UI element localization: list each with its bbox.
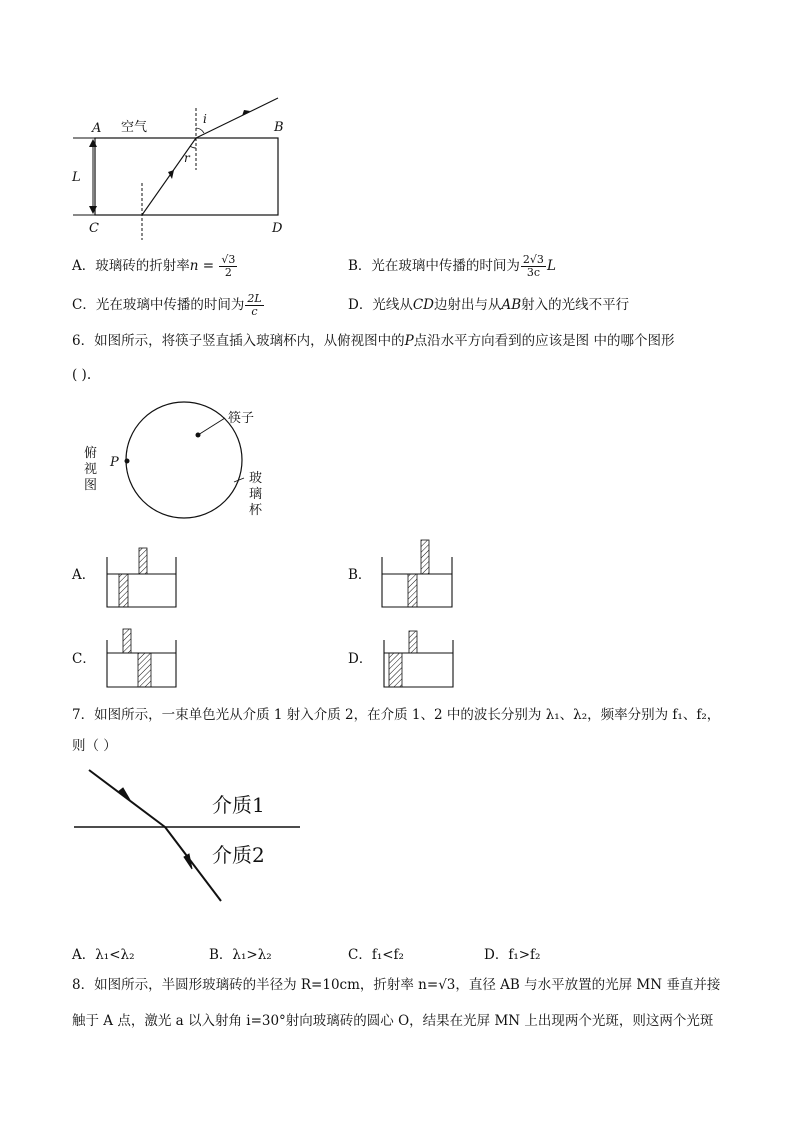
q6-option-b-label: B．	[348, 567, 372, 583]
label-B: B	[274, 120, 284, 135]
label-C: C	[89, 221, 99, 236]
top-view-char-1: 俯	[84, 446, 98, 461]
glass-char-3: 杯	[249, 503, 263, 518]
label-air: 空气	[121, 120, 148, 135]
label-i: i	[203, 112, 207, 126]
q6-option-c-label: C．	[72, 651, 96, 667]
top-view-char-2: 视	[84, 462, 98, 477]
label-r: r	[184, 151, 190, 165]
q5-option-d-ab: AB	[501, 297, 522, 313]
q5-option-d-text-2: 边射出与从	[433, 297, 502, 313]
medium2-label: 介质2	[212, 843, 265, 867]
top-view-char-3: 图	[84, 478, 98, 493]
q8-stem-line2: 触于 A 点，激光 a 以入射角 i=30°射向玻璃砖的圆心 O，结果在光屏 MN 上出现两个光斑，则这两个光斑	[72, 1013, 714, 1029]
q7-stem-line2: 则（ ）	[72, 738, 117, 754]
q5-option-d-text-3: 射入的光线不平行	[521, 297, 630, 313]
q5-option-a-var: n	[189, 258, 199, 274]
q8-stem-line1: 8．如图所示，半圆形玻璃砖的半径为 R=10cm，折射率 n=√3，直径 AB 与水平放置的光屏 MN 垂直并接	[72, 977, 721, 993]
label-L: L	[72, 170, 81, 185]
q5-option-b-text: B．光在玻璃中传播的时间为	[348, 258, 520, 274]
q5-option-b-var: L	[546, 258, 556, 274]
q5-option-c-text: C．光在玻璃中传播的时间为	[72, 297, 245, 313]
q5-option-d-text-1: D．光线从	[348, 297, 413, 313]
q5-option-b-fraction: $\frac{2√3}{3c}$	[522, 253, 544, 279]
glass-char-2: 璃	[249, 487, 263, 502]
q5-option-d-cd: CD	[412, 297, 434, 313]
q6-option-d-label: D．	[348, 651, 373, 667]
label-D: D	[272, 221, 283, 236]
chopstick-label: 筷子	[228, 411, 255, 426]
q6-stem-part2: 点沿水平方向看到的应该是图 中的哪个图形	[413, 333, 675, 349]
label-A: A	[92, 121, 102, 136]
q5-option-a-text: A．玻璃砖的折射率	[72, 258, 190, 274]
q7-option-d: D．f₁>f₂	[484, 947, 541, 963]
q7-option-c: C．f₁<f₂	[348, 947, 404, 963]
q5-option-c-fraction: $\frac{2L}{c}$	[247, 292, 262, 318]
q6-stem-p: P	[404, 333, 414, 349]
q6-stem-line2: ( ).	[72, 367, 92, 383]
medium1-label: 介质1	[212, 793, 265, 817]
point-p-label: P	[110, 455, 119, 470]
q6-stem-part1: 6．如图所示，将筷子竖直插入玻璃杯内，从俯视图中的	[72, 333, 405, 349]
q7-option-b: B．λ₁>λ₂	[209, 947, 272, 963]
q5-option-a-fraction: $\frac{√3}{2}$	[221, 253, 236, 279]
q7-option-a: A．λ₁<λ₂	[72, 947, 135, 963]
q7-stem-line1: 7．如图所示，一束单色光从介质 1 射入介质 2，在介质 1、2 中的波长分别为 λ₁、λ₂，频率分别为 f₁、f₂，	[72, 707, 721, 723]
glass-char-1: 玻	[249, 471, 263, 486]
q6-option-a-label: A．	[72, 567, 96, 583]
q5-option-a-eq: =	[198, 258, 219, 274]
